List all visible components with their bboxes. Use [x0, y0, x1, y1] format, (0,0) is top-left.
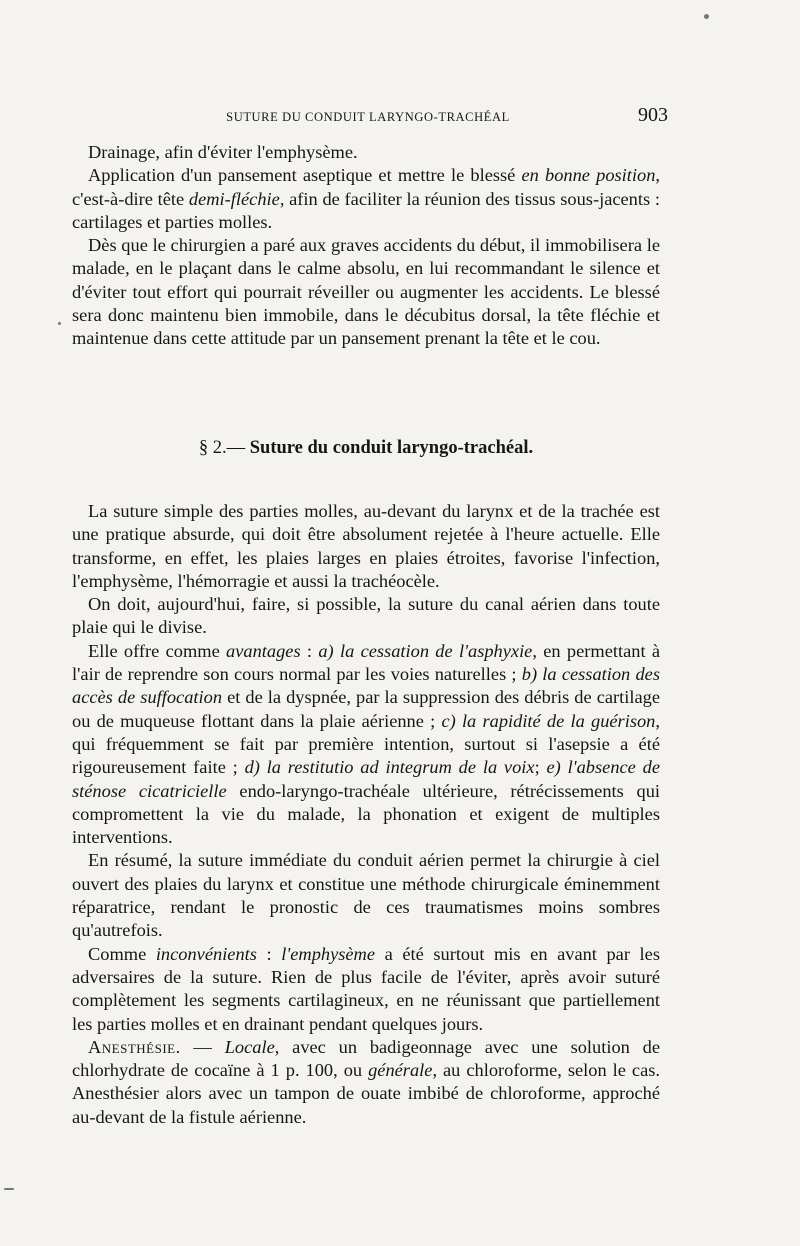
italic-span: en bonne position — [521, 165, 656, 186]
text-span: endo-laryngo-trachéale ultérieure, rétrécissements qui compromettent la vie du malade, la phonation et exigent de multiples interventions. — [72, 780, 660, 848]
paragraph-pansement — [72, 164, 660, 234]
paragraph-avantages — [72, 640, 660, 850]
text-span: : — [256, 943, 282, 964]
text-span: , c'est-à-dire tête — [72, 165, 660, 209]
paragraph-inconvenients — [72, 943, 660, 1036]
text-span: , avec un badigeonnage avec une solution de chlorhydrate de cocaïne à 1 p. 100, ou — [72, 1036, 660, 1081]
italic-span: e) l'absence de sténose cicatricielle — [72, 757, 660, 801]
text-span: Elle offre comme — [88, 640, 227, 661]
page-number: 903 — [638, 104, 668, 126]
running-head: SUTURE DU CONDUIT LARYNGO-TRACHÉAL — [226, 110, 510, 124]
text-span: : — [300, 640, 319, 661]
paper-speck — [4, 1188, 14, 1190]
text-block-top — [72, 141, 660, 351]
text-span: Comme — [88, 943, 156, 964]
paragraph-immobilisation: Dès que le chirurgien a paré aux graves accidents du début, il immobilisera le malade, en le plaçant dans le calme absolu, en lui recommandant le silence et d'éviter tout effort qui pourrait réveiller ou augmenter les accidents. Le blessé sera donc maintenu bien immobile, dans le décubitus dorsal, la tête fléchie et maintenue dans cette attitude par un pansement prenant la tête et le cou. — [72, 235, 660, 349]
italic-span: Locale — [224, 1036, 275, 1057]
text-span: et de la dyspnée, par la suppression des débris de cartilage ou de muqueuse flottant dans la plaie aérienne ; — [72, 687, 660, 731]
text-span: ; — [534, 757, 547, 778]
text-span: a été surtout mis en avant par les adversaires de la suture. Rien de plus facile de l'éviter, après avoir suturé complètement les segments cartilagineux, en ne réunissant que partiellement les parties molles et en drainant pendant quelques jours. — [72, 943, 660, 1034]
italic-span: générale — [368, 1060, 433, 1081]
italic-span: c) la rapidité de la guérison — [441, 710, 656, 731]
paper-speck — [704, 14, 709, 19]
text-span: , qui fréquemment se fait par première intention, surtout si l'asepsie a été rigoureusement faite ; — [72, 710, 660, 778]
italic-span: d) la restitutio ad integrum de la voix — [244, 757, 535, 778]
text-block-bottom — [72, 500, 660, 1129]
text-span: , au chloroforme, selon le cas. Anesthésier alors avec un tampon de ouate imbibé de chloroforme, approché au-devant de la fistule aérienne. — [72, 1060, 661, 1127]
italic-span: l'emphysème — [281, 943, 376, 964]
small-caps-span: Anesthésie. — [88, 1036, 181, 1057]
paragraph-en-resume: En résumé, la suture immédiate du conduit aérien permet la chirurgie à ciel ouvert des plaies du larynx et constitue une méthode chirurgicale éminemment réparatrice, rendant le pronostic de ces traumatismes moins sombres qu'autrefois. — [72, 850, 660, 941]
section-title: Suture du conduit laryngo-trachéal. — [249, 438, 534, 458]
italic-span: avantages — [226, 640, 301, 661]
paragraph-drainage: Drainage, afin d'éviter l'emphysème. — [88, 142, 358, 162]
section-heading — [72, 438, 660, 459]
italic-span: demi-fléchie — [188, 188, 280, 209]
paragraph-anesthesie — [72, 1036, 660, 1129]
section-number: § 2.— — [198, 438, 250, 458]
text-span: , afin de faciliter la réunion des tissus sous-jacents : cartilages et parties molles. — [72, 188, 660, 232]
text-span: Application d'un pansement aseptique et mettre le blessé — [88, 165, 522, 186]
italic-span: inconvénients — [155, 943, 257, 964]
italic-span: a) la cessation de l'asphyxie — [318, 640, 533, 661]
text-span: , en permettant à l'air de reprendre son cours normal par les voies naturelles ; — [72, 640, 661, 685]
paper-speck — [58, 322, 61, 325]
text-span: — — [180, 1036, 225, 1057]
paragraph-on-doit: On doit, aujourd'hui, faire, si possible, la suture du canal aérien dans toute plaie qui le divise. — [72, 594, 660, 638]
italic-span: b) la cessation des accès de suffocation — [72, 664, 660, 708]
paragraph-suture-simple: La suture simple des parties molles, au-devant du larynx et de la trachée est une pratique absurde, qui doit être absolument rejetée à l'heure actuelle. Elle transforme, en effet, les plaies larges en plaies étroites, favorise l'infection, l'emphysème, l'hémorragie et aussi la trachéocèle. — [72, 501, 660, 591]
